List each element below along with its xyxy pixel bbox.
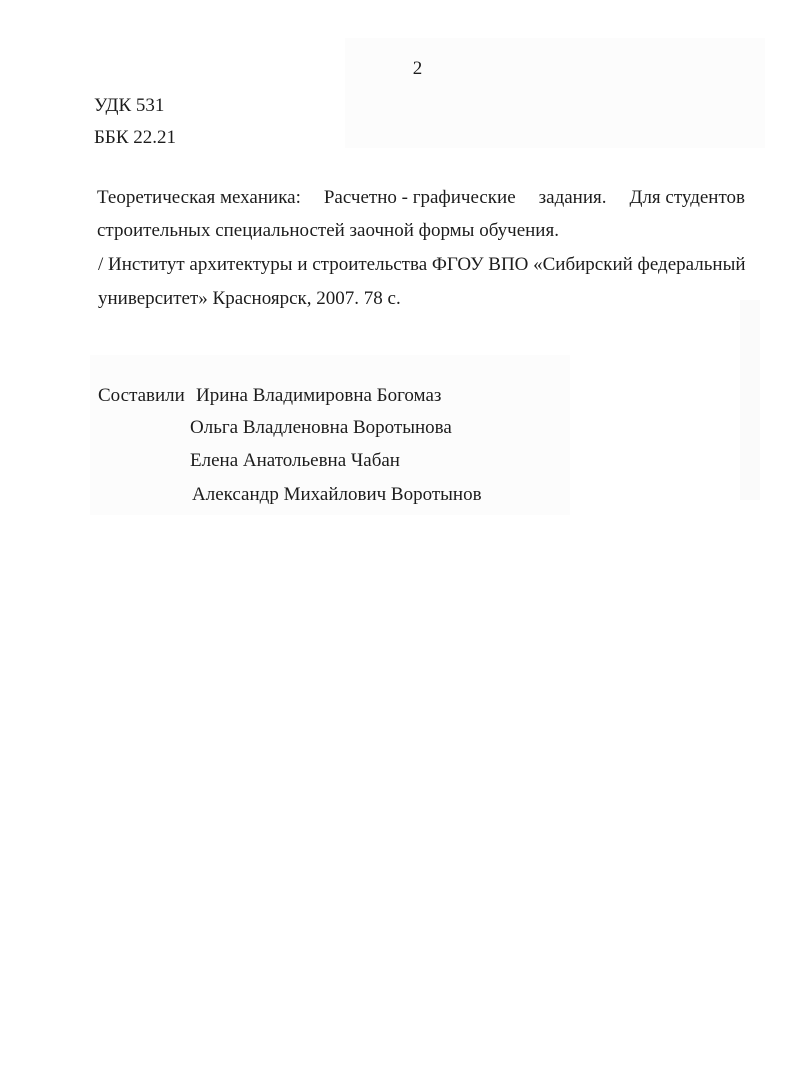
scan-artifact xyxy=(345,38,765,148)
compiled-by-label: Составили xyxy=(98,385,185,406)
udk-code: УДК 531 xyxy=(94,95,165,116)
author-name: Ирина Владимировна Богомаз xyxy=(196,385,442,406)
author-name: Елена Анатольевна Чабан xyxy=(190,450,400,471)
description-line-1 xyxy=(97,188,745,207)
description-line-3: / Институт архитектуры и строительства ФГОУ ВПО «Сибирский федеральный xyxy=(98,254,746,275)
scan-artifact xyxy=(740,300,760,500)
bbk-code: ББК 22.21 xyxy=(94,127,176,148)
author-name: Александр Михайлович Воротынов xyxy=(192,484,482,505)
description-line-2: строительных специальностей заочной формы обучения. xyxy=(97,220,559,241)
description-subtitle-end: задания. xyxy=(538,187,607,208)
description-subtitle: Расчетно - графические xyxy=(323,187,516,208)
description-title: Теоретическая механика: xyxy=(97,187,301,208)
description-audience: Для студентов xyxy=(629,187,745,208)
author-name: Ольга Владленовна Воротынова xyxy=(190,417,452,438)
description-line-4: университет» Красноярск, 2007. 78 с. xyxy=(98,288,401,309)
page-number: 2 xyxy=(412,58,423,79)
